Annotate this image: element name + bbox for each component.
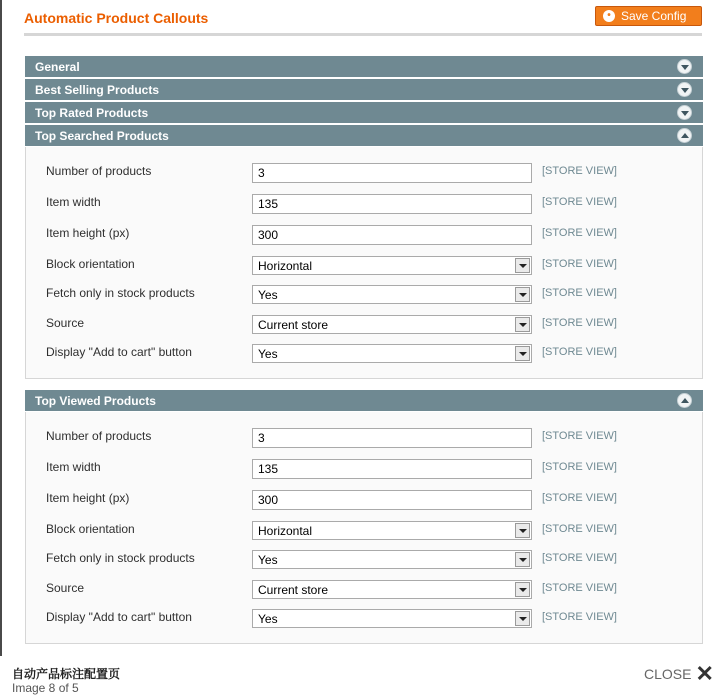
field-label: Fetch only in stock products bbox=[46, 551, 195, 565]
chevron-up-icon[interactable] bbox=[677, 128, 692, 143]
chevron-up-icon[interactable] bbox=[677, 393, 692, 408]
form-row bbox=[26, 428, 702, 450]
chevron-down-icon[interactable] bbox=[515, 611, 530, 626]
chevron-down-icon[interactable] bbox=[677, 59, 692, 74]
field-label: Display "Add to cart" button bbox=[46, 610, 192, 624]
section-body-top-viewed bbox=[25, 412, 703, 644]
field-label: Item height (px) bbox=[46, 491, 130, 505]
section-title: Top Rated Products bbox=[35, 106, 149, 120]
section-title: Top Viewed Products bbox=[35, 394, 156, 408]
form-row bbox=[26, 459, 702, 481]
image-caption: 自动产品标注配置页 bbox=[12, 667, 121, 681]
scope-label: [STORE VIEW] bbox=[542, 258, 617, 270]
save-icon: • bbox=[603, 10, 615, 22]
form-row bbox=[26, 490, 702, 512]
form-row bbox=[26, 315, 702, 337]
form-row bbox=[26, 256, 702, 278]
section-title: General bbox=[35, 60, 80, 74]
select-value: Current store bbox=[258, 318, 329, 332]
field-label: Item width bbox=[46, 460, 101, 474]
form-row bbox=[26, 163, 702, 185]
chevron-down-icon[interactable] bbox=[677, 82, 692, 97]
chevron-down-icon[interactable] bbox=[515, 258, 530, 273]
page-title: Automatic Product Callouts bbox=[24, 10, 209, 26]
close-button[interactable] bbox=[644, 661, 714, 686]
form-row bbox=[26, 521, 702, 543]
field-label: Block orientation bbox=[46, 257, 135, 271]
section-title: Best Selling Products bbox=[35, 83, 160, 97]
field-label: Fetch only in stock products bbox=[46, 286, 195, 300]
section-header-best-selling[interactable] bbox=[25, 79, 703, 101]
scope-label: [STORE VIEW] bbox=[542, 346, 617, 358]
scope-label: [STORE VIEW] bbox=[542, 165, 617, 177]
select-value: Yes bbox=[258, 612, 278, 626]
source-select[interactable] bbox=[252, 580, 532, 599]
close-icon[interactable]: ✕ bbox=[695, 661, 714, 686]
save-config-button[interactable] bbox=[595, 6, 702, 26]
field-label: Number of products bbox=[46, 429, 152, 443]
select-value: Current store bbox=[258, 583, 329, 597]
form-row bbox=[26, 225, 702, 247]
form-row bbox=[26, 580, 702, 602]
scope-label: [STORE VIEW] bbox=[542, 582, 617, 594]
item-height-input[interactable] bbox=[252, 490, 532, 510]
scope-label: [STORE VIEW] bbox=[542, 552, 617, 564]
field-label: Display "Add to cart" button bbox=[46, 345, 192, 359]
number-of-products-input[interactable] bbox=[252, 163, 532, 183]
scope-label: [STORE VIEW] bbox=[542, 611, 617, 623]
chevron-down-icon[interactable] bbox=[515, 523, 530, 538]
field-label: Block orientation bbox=[46, 522, 135, 536]
item-width-input[interactable] bbox=[252, 459, 532, 479]
chevron-down-icon[interactable] bbox=[515, 287, 530, 302]
in-stock-only-select[interactable] bbox=[252, 285, 532, 304]
item-height-input[interactable] bbox=[252, 225, 532, 245]
section-header-general[interactable] bbox=[25, 56, 703, 78]
scope-label: [STORE VIEW] bbox=[542, 196, 617, 208]
form-row bbox=[26, 285, 702, 307]
chevron-down-icon[interactable] bbox=[515, 346, 530, 361]
select-value: Yes bbox=[258, 347, 278, 361]
select-value: Yes bbox=[258, 553, 278, 567]
item-width-input[interactable] bbox=[252, 194, 532, 214]
select-value: Horizontal bbox=[258, 259, 313, 273]
field-label: Source bbox=[46, 316, 85, 330]
add-to-cart-select[interactable] bbox=[252, 609, 532, 628]
form-row bbox=[26, 609, 702, 631]
field-label: Source bbox=[46, 581, 85, 595]
title-divider bbox=[24, 33, 702, 36]
scope-label: [STORE VIEW] bbox=[542, 461, 617, 473]
block-orientation-select[interactable] bbox=[252, 521, 532, 540]
scope-label: [STORE VIEW] bbox=[542, 287, 617, 299]
section-body-top-searched bbox=[25, 147, 703, 379]
form-row bbox=[26, 550, 702, 572]
scope-label: [STORE VIEW] bbox=[542, 227, 617, 239]
chevron-down-icon[interactable] bbox=[515, 317, 530, 332]
source-select[interactable] bbox=[252, 315, 532, 334]
field-label: Number of products bbox=[46, 164, 152, 178]
section-title: Top Searched Products bbox=[35, 129, 169, 143]
add-to-cart-select[interactable] bbox=[252, 344, 532, 363]
in-stock-only-select[interactable] bbox=[252, 550, 532, 569]
select-value: Horizontal bbox=[258, 524, 313, 538]
save-config-label: Save Config bbox=[621, 9, 687, 23]
chevron-down-icon[interactable] bbox=[515, 582, 530, 597]
form-row bbox=[26, 194, 702, 216]
select-value: Yes bbox=[258, 288, 278, 302]
section-header-top-viewed[interactable] bbox=[25, 390, 703, 412]
chevron-down-icon[interactable] bbox=[515, 552, 530, 567]
block-orientation-select[interactable] bbox=[252, 256, 532, 275]
field-label: Item width bbox=[46, 195, 101, 209]
section-header-top-rated[interactable] bbox=[25, 102, 703, 124]
field-label: Item height (px) bbox=[46, 226, 130, 240]
section-header-top-searched[interactable] bbox=[25, 125, 703, 147]
scope-label: [STORE VIEW] bbox=[542, 523, 617, 535]
scope-label: [STORE VIEW] bbox=[542, 492, 617, 504]
scope-label: [STORE VIEW] bbox=[542, 317, 617, 329]
close-label: CLOSE bbox=[644, 666, 692, 682]
chevron-down-icon[interactable] bbox=[677, 105, 692, 120]
scope-label: [STORE VIEW] bbox=[542, 430, 617, 442]
image-counter: Image 8 of 5 bbox=[12, 681, 79, 695]
form-row bbox=[26, 344, 702, 366]
number-of-products-input[interactable] bbox=[252, 428, 532, 448]
